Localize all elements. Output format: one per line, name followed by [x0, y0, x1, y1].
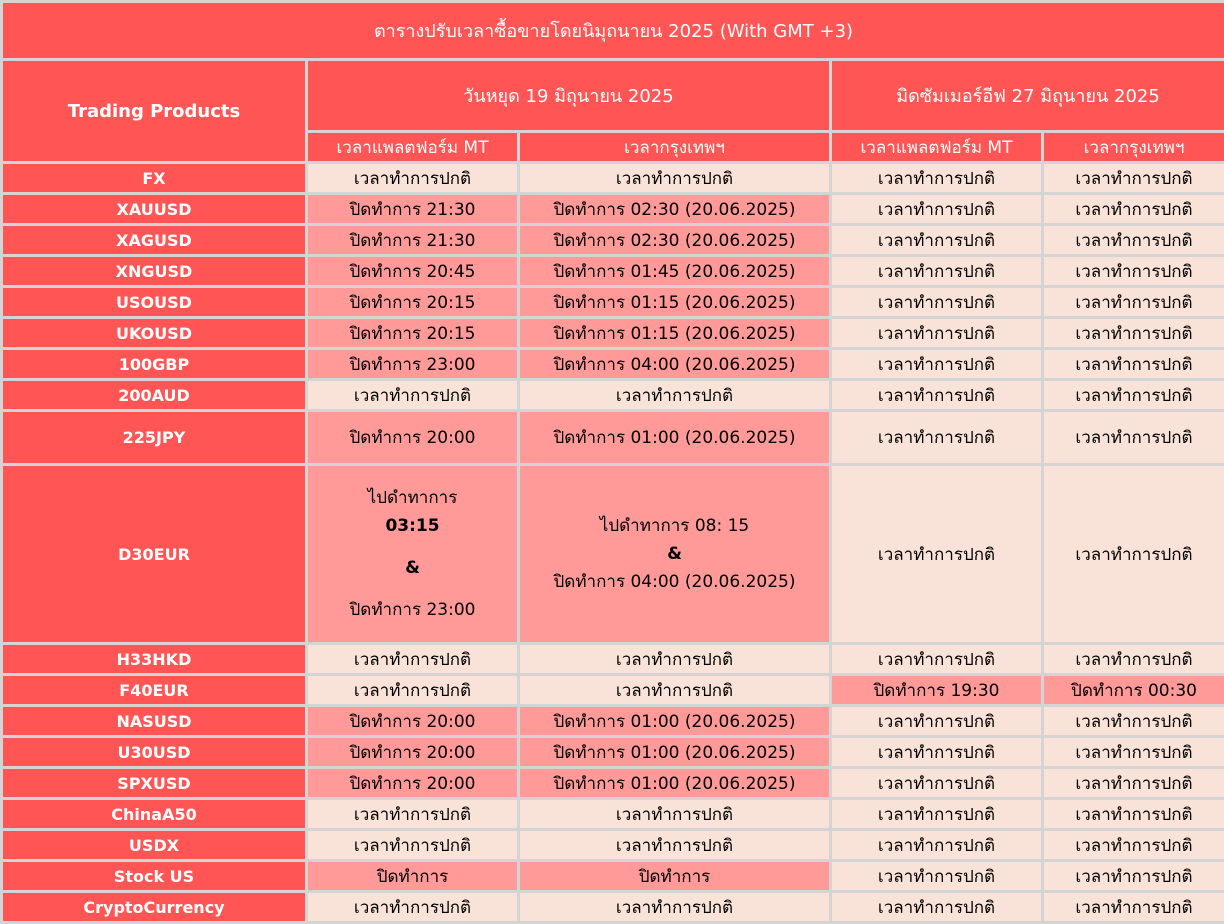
g2-bkk-time-cell: เวลาทำการปกติ [1043, 861, 1224, 892]
product-name: U30USD [2, 737, 307, 768]
product-name: USDX [2, 830, 307, 861]
g1-mt-time-cell: ปิดทำการ 20:00 [307, 768, 519, 799]
g2-bkk-time-cell: เวลาทำการปกติ [1043, 163, 1224, 194]
trading-products-header: Trading Products [2, 60, 307, 163]
g2-mt-time-cell: เวลาทำการปกติ [831, 644, 1043, 675]
table-row [2, 256, 1224, 287]
g1-bkk-time-cell: ปิดทำการ [519, 861, 831, 892]
product-name: XAGUSD [2, 225, 307, 256]
g2-bkk-time-cell: เวลาทำการปกติ [1043, 256, 1224, 287]
product-name: 225JPY [2, 411, 307, 465]
g1-mt-time-cell: เวลาทำการปกติ [307, 675, 519, 706]
g2-bkk-time-cell: เวลาทำการปกติ [1043, 737, 1224, 768]
table-row [2, 799, 1224, 830]
g2-mt-time-cell: ปิดทำการ 19:30 [831, 675, 1043, 706]
product-name: FX [2, 163, 307, 194]
g1-mt-time-header: เวลาแพลตฟอร์ม MT [307, 132, 519, 163]
g2-bkk-time-cell: เวลาทำการปกติ [1043, 380, 1224, 411]
g1-bkk-time-cell: เวลาทำการปกติ [519, 799, 831, 830]
g1-mt-time-cell: ปิดทำการ 23:00 [307, 349, 519, 380]
g1-bkk-time-cell: ปิดทำการ 01:00 (20.06.2025) [519, 737, 831, 768]
table-row [2, 163, 1224, 194]
d30-mt-close: ปิดทำการ 23:00 [349, 600, 476, 620]
table-row [2, 411, 1224, 465]
g2-bkk-time-cell: เวลาทำการปกติ [1043, 768, 1224, 799]
product-name: H33HKD [2, 644, 307, 675]
g2-bkk-time-cell: เวลาทำการปกติ [1043, 799, 1224, 830]
g2-mt-time-cell: เวลาทำการปกติ [831, 256, 1043, 287]
g2-bkk-time-cell: เวลาทำการปกติ [1043, 706, 1224, 737]
g2-mt-time-cell: เวลาทำการปกติ [831, 861, 1043, 892]
table-row [2, 737, 1224, 768]
g2-mt-time-cell: เวลาทำการปกติ [831, 194, 1043, 225]
product-name: XAUUSD [2, 194, 307, 225]
g2-mt-time-header: เวลาแพลตฟอร์ม MT [831, 132, 1043, 163]
product-name: XNGUSD [2, 256, 307, 287]
d30-mt-open-time: 03:15 [385, 516, 440, 536]
g1-mt-time-cell: เวลาทำการปกติ [307, 644, 519, 675]
table-row [2, 644, 1224, 675]
g2-mt-time-cell: เวลาทำการปกติ [831, 830, 1043, 861]
product-name: 200AUD [2, 380, 307, 411]
g1-bkk-time-cell [519, 465, 831, 644]
g2-bkk-time-cell: เวลาทำการปกติ [1043, 644, 1224, 675]
g2-mt-time-cell: เวลาทำการปกติ [831, 737, 1043, 768]
g2-bkk-time-cell: เวลาทำการปกติ [1043, 194, 1224, 225]
g1-mt-time-cell: ปิดทำการ 20:15 [307, 287, 519, 318]
d30-bkk-close: ปิดทำการ 04:00 (20.06.2025) [553, 572, 796, 592]
g2-mt-time-cell: เวลาทำการปกติ [831, 768, 1043, 799]
product-name: D30EUR [2, 465, 307, 644]
table-row [2, 225, 1224, 256]
table-title: ตารางปรับเวลาซื้อขายโดยนิมุถนายน 2025 (With GMT +3) [2, 2, 1224, 60]
g1-mt-time-cell: เวลาทำการปกติ [307, 799, 519, 830]
g1-mt-time-cell: เวลาทำการปกติ [307, 830, 519, 861]
g1-bkk-time-cell: เวลาทำการปกติ [519, 380, 831, 411]
g1-mt-time-cell: ปิดทำการ 20:45 [307, 256, 519, 287]
table-row [2, 768, 1224, 799]
product-name: USOUSD [2, 287, 307, 318]
g1-bkk-time-cell: ปิดทำการ 01:00 (20.06.2025) [519, 768, 831, 799]
g1-bkk-time-cell: ปิดทำการ 01:15 (20.06.2025) [519, 318, 831, 349]
g1-mt-time-cell: ปิดทำการ [307, 861, 519, 892]
table-row [2, 287, 1224, 318]
table-row [2, 830, 1224, 861]
g1-mt-time-cell: ปิดทำการ 20:00 [307, 411, 519, 465]
g2-bkk-time-cell: เวลาทำการปกติ [1043, 287, 1224, 318]
table-row [2, 465, 1224, 644]
g1-bkk-time-cell: เวลาทำการปกติ [519, 675, 831, 706]
g1-bkk-time-cell: ปิดทำการ 01:15 (20.06.2025) [519, 287, 831, 318]
g1-bkk-time-cell: ปิดทำการ 01:45 (20.06.2025) [519, 256, 831, 287]
g1-bkk-time-cell: ปิดทำการ 04:00 (20.06.2025) [519, 349, 831, 380]
table-row [2, 861, 1224, 892]
g2-mt-time-cell: เวลาทำการปกติ [831, 225, 1043, 256]
g2-bkk-time-cell: เวลาทำการปกติ [1043, 225, 1224, 256]
g2-mt-time-cell: เวลาทำการปกติ [831, 465, 1043, 644]
g1-mt-time-cell: เวลาทำการปกติ [307, 892, 519, 923]
g2-bkk-time-cell: ปิดทำการ 00:30 [1043, 675, 1224, 706]
g1-mt-time-cell: ปิดทำการ 20:00 [307, 706, 519, 737]
g1-bkk-time-cell: ปิดทำการ 01:00 (20.06.2025) [519, 706, 831, 737]
product-name: UKOUSD [2, 318, 307, 349]
g2-mt-time-cell: เวลาทำการปกติ [831, 411, 1043, 465]
g2-bkk-time-cell: เวลาทำการปกติ [1043, 892, 1224, 923]
g1-mt-time-cell [307, 465, 519, 644]
product-name: NASUSD [2, 706, 307, 737]
g2-bkk-time-cell: เวลาทำการปกติ [1043, 349, 1224, 380]
g2-mt-time-cell: เวลาทำการปกติ [831, 892, 1043, 923]
g2-bkk-time-header: เวลากรุงเทพฯ [1043, 132, 1224, 163]
g1-mt-time-cell: เวลาทำการปกติ [307, 163, 519, 194]
g2-bkk-time-cell: เวลาทำการปกติ [1043, 830, 1224, 861]
g1-mt-time-cell: ปิดทำการ 20:15 [307, 318, 519, 349]
g1-mt-time-cell: เวลาทำการปกติ [307, 380, 519, 411]
table-row [2, 380, 1224, 411]
table-row [2, 349, 1224, 380]
g1-mt-time-cell: ปิดทำการ 21:30 [307, 225, 519, 256]
g1-bkk-time-cell: เวลาทำการปกติ [519, 644, 831, 675]
table-row [2, 675, 1224, 706]
g2-bkk-time-cell: เวลาทำการปกติ [1043, 411, 1224, 465]
g1-bkk-time-cell: เวลาทำการปกติ [519, 892, 831, 923]
g2-bkk-time-cell: เวลาทำการปกติ [1043, 465, 1224, 644]
g2-mt-time-cell: เวลาทำการปกติ [831, 349, 1043, 380]
g2-mt-time-cell: เวลาทำการปกติ [831, 380, 1043, 411]
product-name: Stock US [2, 861, 307, 892]
midsummer-eve-27-june-header: มิดซัมเมอร์อีฟ 27 มิถุนายน 2025 [831, 60, 1224, 132]
holiday-19-june-header: วันหยุด 19 มิถุนายน 2025 [307, 60, 831, 132]
d30-mt-ampersand: & [405, 558, 420, 578]
g1-bkk-time-cell: ปิดทำการ 02:30 (20.06.2025) [519, 225, 831, 256]
g1-bkk-time-cell: เวลาทำการปกติ [519, 163, 831, 194]
g2-mt-time-cell: เวลาทำการปกติ [831, 706, 1043, 737]
g1-bkk-time-cell: ปิดทำการ 01:00 (20.06.2025) [519, 411, 831, 465]
table-row [2, 318, 1224, 349]
g2-mt-time-cell: เวลาทำการปกติ [831, 799, 1043, 830]
g1-mt-time-cell: ปิดทำการ 20:00 [307, 737, 519, 768]
table-row [2, 892, 1224, 923]
d30-bkk-ampersand: & [667, 544, 682, 564]
table-row [2, 706, 1224, 737]
g2-mt-time-cell: เวลาทำการปกติ [831, 287, 1043, 318]
d30-bkk-open: ไปดำทาการ 08: 15 [599, 516, 750, 536]
product-name: ChinaA50 [2, 799, 307, 830]
g2-bkk-time-cell: เวลาทำการปกติ [1043, 318, 1224, 349]
g1-bkk-time-cell: ปิดทำการ 02:30 (20.06.2025) [519, 194, 831, 225]
g2-mt-time-cell: เวลาทำการปกติ [831, 318, 1043, 349]
g2-mt-time-cell: เวลาทำการปกติ [831, 163, 1043, 194]
product-name: F40EUR [2, 675, 307, 706]
product-name: SPXUSD [2, 768, 307, 799]
d30-mt-open: ไปดำทาการ [367, 488, 458, 508]
table-row [2, 194, 1224, 225]
g1-bkk-time-cell: เวลาทำการปกติ [519, 830, 831, 861]
g1-mt-time-cell: ปิดทำการ 21:30 [307, 194, 519, 225]
product-name: 100GBP [2, 349, 307, 380]
g1-bkk-time-header: เวลากรุงเทพฯ [519, 132, 831, 163]
product-name: CryptoCurrency [2, 892, 307, 923]
